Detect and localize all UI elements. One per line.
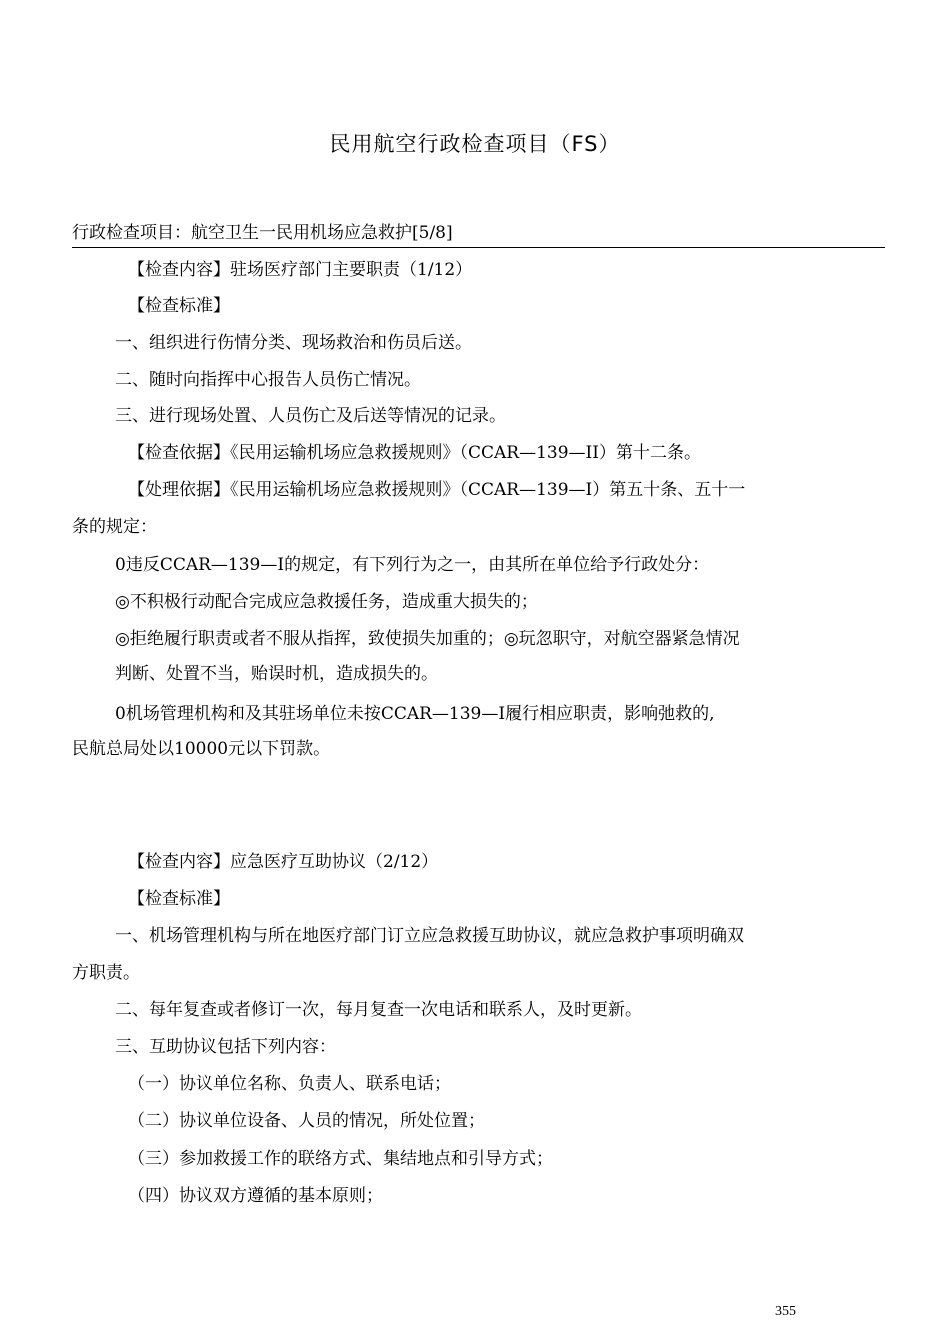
text-line: （二）协议单位设备、人员的情况，所处位置； xyxy=(128,1111,485,1131)
text-line: 【检查标准】 xyxy=(128,296,230,316)
text-line: 【检查标准】 xyxy=(128,889,230,909)
text-line: 【检查内容】驻场医疗部门主要职责（1/12） xyxy=(128,260,473,280)
text-line: 0违反CCAR—139—I的规定，有下列行为之一，由其所在单位给予行政处分： xyxy=(115,555,710,575)
text-line: 判断、处置不当，贻误时机，造成损失的。 xyxy=(115,664,438,684)
text-line: 一、组织进行伤情分类、现场救治和伤员后送。 xyxy=(115,333,472,353)
text-line: 二、随时向指挥中心报告人员伤亡情况。 xyxy=(115,370,421,390)
text-line: 【检查依据】《民用运输机场应急救援规则》（CCAR—139—II）第十二条。 xyxy=(128,443,701,463)
text-line: 【处理依据】《民用运输机场应急救援规则》（CCAR—139—I）第五十条、五十一 xyxy=(128,480,746,500)
text-line: 三、互助协议包括下列内容： xyxy=(115,1037,336,1057)
text-line: 条的规定： xyxy=(72,517,157,537)
text-line: （四）协议双方遵循的基本原则； xyxy=(128,1186,383,1206)
text-line: 民航总局处以10000元以下罚款。 xyxy=(72,739,331,759)
text-line: （一）协议单位名称、负责人、联系电话； xyxy=(128,1074,451,1094)
text-line: 方职责。 xyxy=(72,963,140,983)
text-line: （三）参加救援工作的联络方式、集结地点和引导方式； xyxy=(128,1149,553,1169)
text-line: ◎不积极行动配合完成应急救援任务，造成重大损失的； xyxy=(115,592,538,612)
text-line: 一、机场管理机构与所在地医疗部门订立应急救援互助协议，就应急救护事项明确双 xyxy=(115,926,744,946)
text-line: 0机场管理机构和及其驻场单位未按CCAR—139—I履行相应职责，影响弛救的, xyxy=(115,704,715,724)
text-line: 【检查内容】应急医疗互助协议（2/12） xyxy=(128,852,439,872)
section-header: 行政检查项目：航空卫生一民用机场应急救护[5/8] xyxy=(72,218,885,248)
page-title: 民用航空行政检查项目（FS） xyxy=(329,132,621,156)
text-line: 三、进行现场处置、人员伤亡及后送等情况的记录。 xyxy=(115,406,506,426)
page-number: 355 xyxy=(775,1304,796,1319)
text-line: ◎拒绝履行职责或者不服从指挥，致使损失加重的；◎玩忽职守，对航空器紧急情况 xyxy=(115,629,740,649)
text-line: 二、每年复查或者修订一次，每月复查一次电话和联系人，及时更新。 xyxy=(115,1000,642,1020)
